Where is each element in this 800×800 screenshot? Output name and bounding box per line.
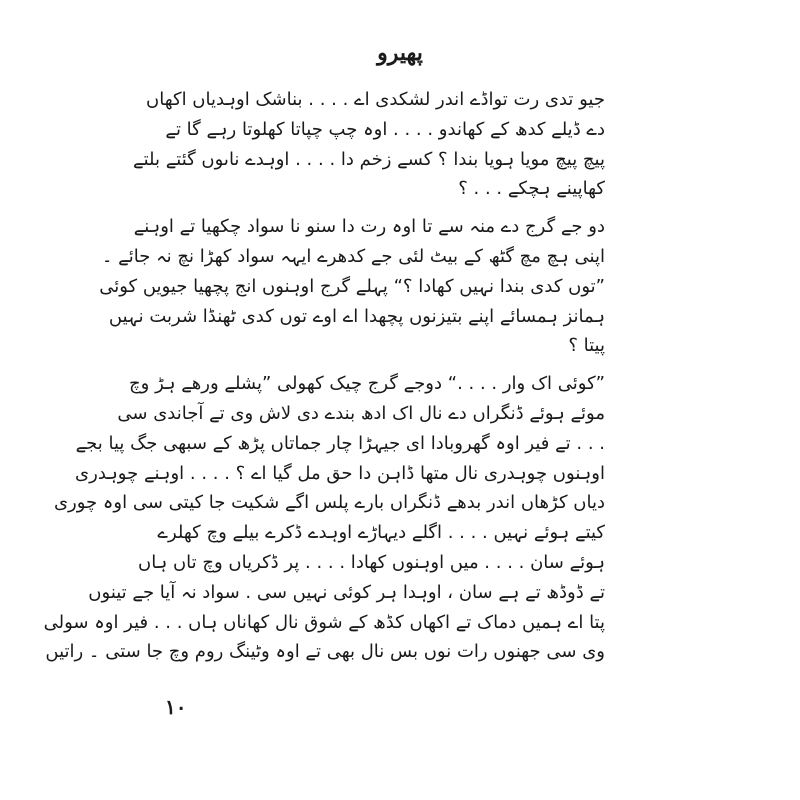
text-line: موئے ہوئے ڈنگراں دے نال اک ادھ بندے دی لاش وی تے آجاندی سی [117, 402, 605, 424]
text-line: دو جے گرج دے منہ سے تا اوہ رت دا سنو نا سواد چکھیا تے اوہنے [133, 216, 605, 238]
text-line: پیچ پیچ مویا ہویا بندا ؟ کسے زخم دا . . . . اوہدے ناںوں گئتے بلتے [133, 148, 605, 170]
text-line: اوہنوں چوہدری نال متھا ڈاہن دا حق مل گیا اے ؟ . . . . اوہنے چوہدری [75, 462, 605, 484]
text-line: ”توں کدی بندا نہیں کھادا ؟“ پہلے گرج اوہنوں انج پچھیا جیویں کوئی [99, 275, 605, 297]
text-line: کھاپینے ہچکے . . . ؟ [458, 178, 605, 200]
text-line: . . . تے فیر اوہ گھروبادا ای جیہڑا چار جماتاں پڑھ کے سبھی جگ پیا بجے [75, 432, 605, 454]
text-line: تے ڈوڈھ تے ہے سان ، اوہدا ہر کوئی نہیں سی . سواد نہ آیا جے تینوں [88, 581, 605, 603]
text-line: کیتے ہوئے نہیں . . . . اگلے دیہاڑے اوہدے ڈکرے بیلے وچ کھلرے [157, 522, 605, 544]
text-line: پیتا ؟ [568, 335, 605, 357]
text-line: دے ڈیلے کدھ کے کھاندو . . . . اوہ چپ چپاتا کھلوتا رہے گا تے [165, 118, 605, 140]
text-line: اپنی ہچ مچ گٹھ کے بیٹ لئی جے کدھرے ایہہ سواد کھڑا نچ نہ جائے ۔ [101, 245, 605, 267]
page-number: ۱۰ [165, 695, 187, 719]
text-line: وی سی جھنوں رات نوں بس نال بھی تے اوہ وٹینگ روم وچ جا ستی ۔ راتیں [45, 641, 605, 663]
page-heading: پھیرو [377, 40, 423, 66]
text-line: پتا اے ہمیں دماک تے اکھاں کڈھ کے شوق نال کھاناں ہاں . . . فیر اوہ سولی [43, 611, 605, 633]
text-line: دیاں کڑھاں اندر بدھے ڈنگراں بارے پلس اگے شکیت جا کیتی سی اوہ چوری [53, 492, 605, 514]
text-line: ”کوئی اک وار . . . .“ دوجے گرج چیک کھولی ”پشلے ورھے ہڑ وچ [129, 373, 605, 395]
text-line: ہمانز ہمسائے اپنے بتیزنوں پچھدا اے اوے توں کدی ٹھنڈا شربت نہیں [108, 305, 605, 327]
text-line: ہوئے سان . . . . میں اوہنوں کھادا . . . . پر ڈکریاں وچ تاں ہاں [137, 551, 605, 573]
text-line: جیو تدی رت تواڈے اندر لشکدی اے . . . . بناشک اوہدیاں اکھاں [146, 89, 605, 110]
